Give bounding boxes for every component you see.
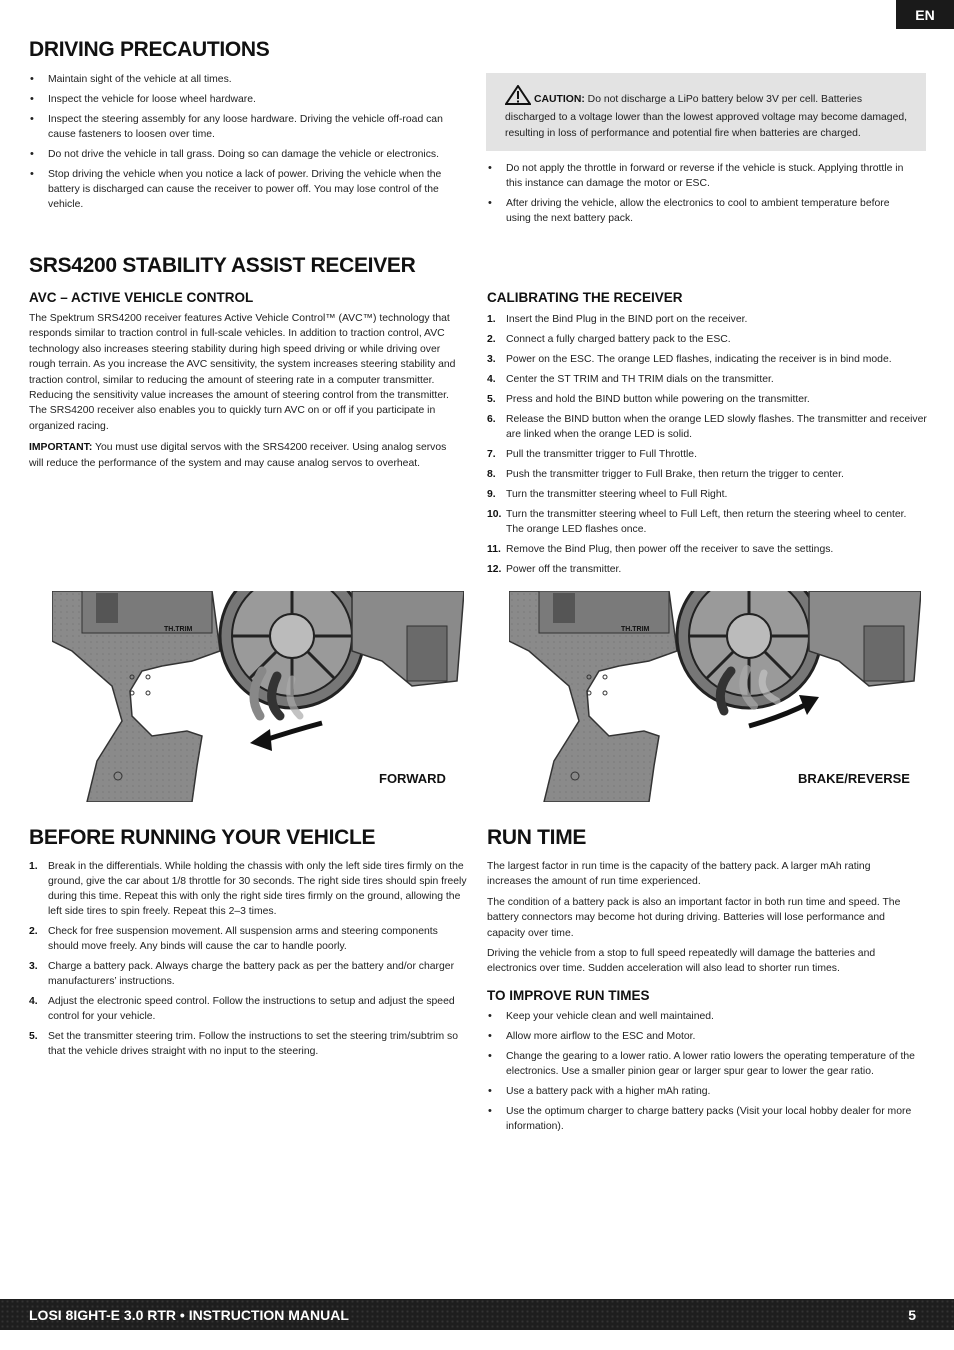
step-text: Turn the transmitter steering wheel to Full Left, then return the steering wheel to center. The orange LED flashes once. xyxy=(506,509,907,535)
step-number: 1. xyxy=(29,861,38,872)
important-text: You must use digital servos with the SRS4200 receiver. Using analog servos will reduce the performance of the system and may cause analog servos to overheat. xyxy=(29,442,447,469)
calibration-step xyxy=(487,542,927,557)
driving-precautions-title: DRIVING PRECAUTIONS xyxy=(29,38,270,61)
improve-run-time-item: • Change the gearing to a lower ratio. A lower ratio lowers the operating temperature of the electronics. Use a smaller pinion gear or larger spur gear to lower the gear ratio. xyxy=(487,1049,917,1079)
step-number: 11. xyxy=(487,544,501,555)
calibration-step xyxy=(487,447,927,462)
step-text: Charge a battery pack. Always charge the battery pack as per the battery and/or charger manufacturers’ instructions. xyxy=(48,961,455,987)
calibration-step xyxy=(487,352,927,367)
run-time-paragraph: The largest factor in run time is the capacity of the battery pack. A larger mAh rating increases the amount of run time experienced. xyxy=(487,861,871,888)
precaution-item: • Do not drive the vehicle in tall grass. Doing so can damage the vehicle or electronics. xyxy=(29,147,449,162)
footer-title: LOSI 8IGHT-E 3.0 RTR • INSTRUCTION MANUAL xyxy=(29,1306,349,1323)
step-text: Remove the Bind Plug, then power off the receiver to save the settings. xyxy=(506,544,834,555)
step-number: 3. xyxy=(487,354,496,365)
calibration-step xyxy=(487,392,927,407)
before-running-title: BEFORE RUNNING YOUR VEHICLE xyxy=(29,826,376,849)
step-text: Set the transmitter steering trim. Follow the instructions to set the steering trim/subtrim so that the vehicle drives straight with no input to the steering. xyxy=(48,1031,459,1057)
calibration-step xyxy=(487,412,927,442)
improve-run-time-item: • Keep your vehicle clean and well maintained. xyxy=(487,1009,917,1024)
step-text: Turn the transmitter steering wheel to Full Right. xyxy=(506,489,728,500)
driving-bullets-left xyxy=(29,72,449,217)
avc-column xyxy=(29,290,459,471)
precaution-item: • Maintain sight of the vehicle at all times. xyxy=(29,72,449,87)
receiver-section xyxy=(29,254,729,278)
avc-heading: AVC – ACTIVE VEHICLE CONTROL xyxy=(29,290,254,305)
step-text: Power on the ESC. The orange LED flashes, indicating the receiver is in bind mode. xyxy=(506,354,892,365)
step-number: 5. xyxy=(29,1031,38,1042)
calibration-step xyxy=(487,332,927,347)
before-running-step xyxy=(29,1029,469,1059)
step-text: Connect a fully charged battery pack to the ESC. xyxy=(506,334,731,345)
page-footer xyxy=(0,1299,954,1330)
before-running-step xyxy=(29,859,469,919)
before-running-step xyxy=(29,994,469,1024)
calibration-step xyxy=(487,507,927,537)
step-text: Check for free suspension movement. All suspension arms and steering components should move freely. Any binds will cause the car to handle poorly. xyxy=(48,926,438,952)
receiver-title: SRS4200 STABILITY ASSIST RECEIVER xyxy=(29,254,416,277)
caution-text-block xyxy=(505,85,914,141)
important-note xyxy=(29,440,459,471)
improve-run-time-item: • Use a battery pack with a higher mAh rating. xyxy=(487,1084,917,1099)
calibration-step xyxy=(487,487,927,502)
precaution-item: • Inspect the vehicle for loose wheel hardware. xyxy=(29,92,449,107)
step-text: Press and hold the BIND button while powering on the transmitter. xyxy=(506,394,810,405)
run-time-paragraph: Driving the vehicle from a stop to full speed repeatedly will damage the batteries and electronics over time. Sudden acceleration will also lead to shorter run times. xyxy=(487,948,876,975)
caution-text: Do not discharge a LiPo battery below 3V per cell. Batteries discharged to a voltage lower than the lowest approved voltage may become damaged, resulting in loss of performance and potential fire when batteries are charged. xyxy=(505,94,908,139)
warning-triangle-icon xyxy=(505,85,531,110)
step-number: 3. xyxy=(29,961,38,972)
calibrating-column xyxy=(487,290,927,582)
step-number: 2. xyxy=(487,334,496,345)
run-time-paragraph: The condition of a battery pack is also an important factor in both run time and speed. The battery connectors may become hot during driving. Batteries will lose performance and capacity over time. xyxy=(487,896,901,939)
important-label: IMPORTANT: xyxy=(29,442,93,454)
language-tab: EN xyxy=(896,0,954,29)
run-time-title: RUN TIME xyxy=(487,826,587,849)
forward-label: FORWARD xyxy=(379,771,446,786)
driving-precautions-section xyxy=(29,38,449,62)
step-text: Push the transmitter trigger to Full Brake, then return the trigger to center. xyxy=(506,469,844,480)
precaution-item: • Stop driving the vehicle when you notice a lack of power. Driving the vehicle when the battery is discharged can cause the receiver to power off. You may lose control of the vehicle. xyxy=(29,167,449,212)
precaution-item: • Do not apply the throttle in forward or reverse if the vehicle is stuck. Applying throttle in this instance can damage the motor or ESC. xyxy=(487,161,917,191)
page-number: 5 xyxy=(908,1306,916,1323)
step-text: Insert the Bind Plug in the BIND port on the receiver. xyxy=(506,314,748,325)
step-text: Pull the transmitter trigger to Full Throttle. xyxy=(506,449,697,460)
step-text: Center the ST TRIM and TH TRIM dials on the transmitter. xyxy=(506,374,774,385)
step-number: 7. xyxy=(487,449,496,460)
improve-run-time-item: • Allow more airflow to the ESC and Motor. xyxy=(487,1029,917,1044)
run-time-section xyxy=(487,826,917,1139)
calibration-step xyxy=(487,312,927,327)
calibration-step xyxy=(487,372,927,387)
step-number: 12. xyxy=(487,564,502,575)
improve-heading: TO IMPROVE RUN TIMES xyxy=(487,987,650,1003)
precaution-item: • After driving the vehicle, allow the electronics to cool to ambient temperature before using the next battery pack. xyxy=(487,196,917,226)
step-number: 4. xyxy=(487,374,496,385)
improve-run-time-item: • Use the optimum charger to charge battery packs (Visit your local hobby dealer for more information). xyxy=(487,1104,917,1134)
step-number: 9. xyxy=(487,489,496,500)
calibration-step xyxy=(487,562,927,577)
step-number: 6. xyxy=(487,414,496,425)
before-running-section xyxy=(29,826,469,1064)
step-text: Release the BIND button when the orange LED slowly flashes. The transmitter and receiver are linked when the orange LED is solid. xyxy=(506,414,927,440)
step-text: Adjust the electronic speed control. Follow the instructions to setup and adjust the speed control for your vehicle. xyxy=(48,996,455,1022)
precaution-item: • Inspect the steering assembly for any loose hardware. Driving the vehicle off-road can cause fasteners to loosen over time. xyxy=(29,112,449,142)
step-text: Power off the transmitter. xyxy=(506,564,622,575)
avc-text: The Spektrum SRS4200 receiver features Active Vehicle Control™ (AVC™) technology that responds similar to traction control in full-scale vehicles. In addition to traction control, AVC technology also increases steering stability during high speed driving or while driving over rough terrain. As you increase the AVC sensitivity, the system increases steering stability and traction control, similar to reducing the amount of steering rate in a computer transmitter. Reducing the sensitivity value increases the amount of steering control from the transmitter. The SRS4200 receiver also enables you to quickly turn AVC on or off if you participate in organized racing. xyxy=(29,313,456,432)
step-text: Break in the differentials. While holding the chassis with only the left side tires firmly on the ground, give the car about 1/8 throttle for 30 seconds. The right side tires should spin freely during this time. Repeat this with only the right side tires firmly on the ground, allowing the left side tires to spin freely. Repeat this 2–3 times. xyxy=(48,861,467,917)
step-number: 5. xyxy=(487,394,496,405)
calibration-step xyxy=(487,467,927,482)
step-number: 4. xyxy=(29,996,38,1007)
step-number: 2. xyxy=(29,926,38,937)
step-number: 8. xyxy=(487,469,496,480)
trim-label-brake: TH.TRIM xyxy=(621,626,650,633)
step-number: 10. xyxy=(487,509,502,520)
before-running-step xyxy=(29,959,469,989)
trim-label-forward: TH.TRIM xyxy=(164,626,193,633)
driving-bullets-right xyxy=(487,161,917,231)
brake-reverse-label: BRAKE/REVERSE xyxy=(798,771,910,786)
step-number: 1. xyxy=(487,314,496,325)
before-running-step xyxy=(29,924,469,954)
caution-label: CAUTION: xyxy=(534,94,585,105)
calibrating-heading: CALIBRATING THE RECEIVER xyxy=(487,290,683,305)
caution-box xyxy=(486,73,926,151)
